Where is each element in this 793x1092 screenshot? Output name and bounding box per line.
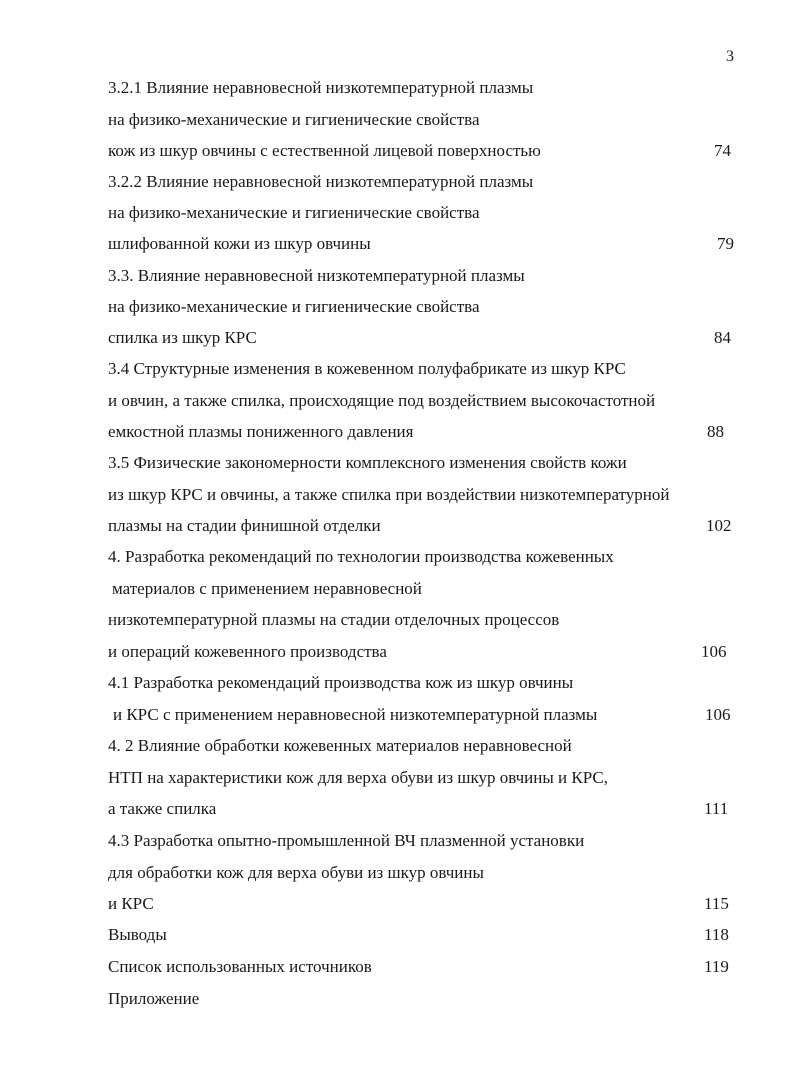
toc-entry — [0, 734, 793, 758]
toc-entry — [0, 703, 793, 727]
toc-entry-title: для обработки кож для верха обуви из шкур овчины — [108, 863, 484, 882]
toc-entry — [0, 766, 793, 790]
toc-entry — [0, 577, 793, 601]
toc-entry-title: Выводы — [108, 925, 167, 944]
toc-entry-title: плазмы на стадии финишной отделки — [108, 516, 381, 535]
toc-entry-title: НТП на характеристики кож для верха обуви из шкур овчины и КРС, — [108, 768, 608, 787]
toc-entry-title: 3.4 Структурные изменения в кожевенном полуфабрикате из шкур КРС — [108, 359, 626, 378]
toc-entry-page: 74 — [714, 141, 731, 160]
toc-entry-title: из шкур КРС и овчины, а также спилка при воздействии низкотемпературной — [108, 485, 670, 504]
toc-entry-page: 79 — [717, 234, 734, 253]
toc-entry — [0, 76, 793, 100]
toc-entry — [0, 797, 793, 821]
toc-entry — [0, 420, 793, 444]
toc-entry-title: 4. 2 Влияние обработки кожевенных материалов неравновесной — [108, 736, 572, 755]
toc-entry-title: 3.5 Физические закономерности комплексного изменения свойств кожи — [108, 453, 627, 472]
toc-entry — [0, 139, 793, 163]
toc-entry — [0, 483, 793, 507]
toc-entry-title: и овчин, а также спилка, происходящие под воздействием высокочастотной — [108, 391, 656, 410]
toc-entry-title: Список использованных источников — [108, 957, 372, 976]
toc-entry-title: кож из шкур овчины с естественной лицевой поверхностью — [108, 141, 541, 160]
toc-entry-title: шлифованной кожи из шкур овчины — [108, 234, 371, 253]
toc-entry-title: на физико-механические и гигиенические свойства — [108, 297, 480, 316]
toc-entry — [0, 829, 793, 853]
toc-entry-title: Приложение — [108, 989, 200, 1008]
toc-entry-page: 88 — [707, 422, 724, 441]
toc-entry — [0, 987, 793, 1011]
toc-entry — [0, 295, 793, 319]
toc-entry-title: 4. Разработка рекомендаций по технологии производства кожевенных — [108, 547, 614, 566]
toc-entry-page: 119 — [704, 957, 729, 976]
toc-entry-page: 118 — [704, 925, 729, 944]
toc-entry — [0, 326, 793, 350]
toc-entry-page: 106 — [701, 642, 727, 661]
toc-entry-title: 3.2.2 Влияние неравновесной низкотемпературной плазмы — [108, 172, 534, 191]
toc-entry-title: 4.1 Разработка рекомендаций производства кож из шкур овчины — [108, 673, 574, 692]
toc-entry — [0, 451, 793, 475]
toc-entry-title: на физико-механические и гигиенические свойства — [108, 203, 480, 222]
toc-entry — [0, 545, 793, 569]
toc-entry — [0, 892, 793, 916]
toc-entry-title: а также спилка — [108, 799, 217, 818]
toc-entry-title: и КРС — [108, 894, 154, 913]
toc-entry — [0, 389, 793, 413]
toc-entry-title: емкостной плазмы пониженного давления — [108, 422, 414, 441]
toc-entry-title: 3.2.1 Влияние неравновесной низкотемпературной плазмы — [108, 78, 534, 97]
toc-entry — [0, 955, 793, 979]
toc-entry — [0, 232, 793, 256]
toc-entry-title: 3.3. Влияние неравновесной низкотемпературной плазмы — [108, 266, 525, 285]
page-number: 3 — [726, 48, 734, 65]
toc-entry-page: 84 — [714, 328, 731, 347]
toc-entry-title: и КРС с применением неравновесной низкотемпературной плазмы — [113, 705, 598, 724]
toc-entry-page: 111 — [704, 799, 729, 818]
toc-entry-title: материалов с применением неравновесной — [112, 579, 422, 598]
toc-entry — [0, 861, 793, 885]
toc-entry — [0, 357, 793, 381]
toc-entry-page: 102 — [706, 516, 732, 535]
toc-entry — [0, 923, 793, 947]
toc-entry-page: 106 — [705, 705, 731, 724]
toc-entry-title: на физико-механические и гигиенические свойства — [108, 110, 480, 129]
toc-entry — [0, 108, 793, 132]
toc-entry-title: 4.3 Разработка опытно-промышленной ВЧ плазменной установки — [108, 831, 585, 850]
toc-entry-page: 115 — [704, 894, 729, 913]
toc-entry — [0, 514, 793, 538]
toc-entry — [0, 170, 793, 194]
toc-entry-title: спилка из шкур КРС — [108, 328, 257, 347]
toc-entry — [0, 640, 793, 664]
toc-entry — [0, 608, 793, 632]
toc-entry-title: низкотемпературной плазмы на стадии отделочных процессов — [108, 610, 560, 629]
toc-entry-title: и операций кожевенного производства — [108, 642, 387, 661]
toc-entry — [0, 671, 793, 695]
toc-entry — [0, 201, 793, 225]
toc-entry — [0, 264, 793, 288]
